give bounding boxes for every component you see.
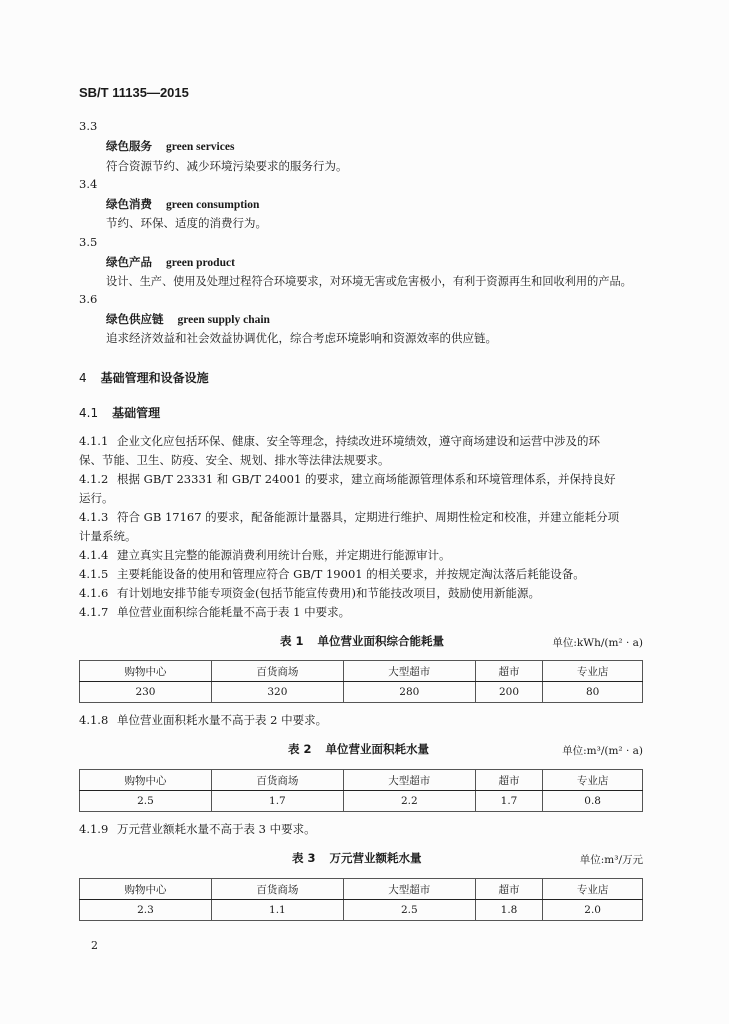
table-cell: 1.7 [475,791,542,812]
table-header-cell: 专业店 [543,879,643,900]
clause-continuation: 运行。 [79,491,114,505]
table-header-row [80,661,643,682]
term-title [106,254,235,270]
table-unit: 单位:kWh/(m² · a) [552,637,643,649]
table-header-cell: 购物中心 [80,770,212,791]
clause [79,712,327,728]
term-en: green supply chain [177,314,270,326]
term-title [106,311,270,327]
section-title: 基础管理和设备设施 [100,371,209,385]
term-number: 3.5 [79,235,98,249]
term-en: green consumption [166,199,260,211]
data-table [79,878,643,921]
term-zh: 绿色供应链 [106,312,164,326]
clause-line: 单位营业面积综合能耗量不高于表 1 中要求。 [117,605,351,619]
table-header-cell: 购物中心 [80,879,212,900]
data-table [79,769,643,812]
term-number: 3.4 [79,177,98,191]
table-cell: 1.7 [211,791,343,812]
term-en: green services [166,141,235,153]
clause-number: 4.1.2 [79,472,109,486]
section-number: 4 [79,371,87,385]
subsection-title: 基础管理 [112,406,161,420]
clause-number: 4.1.6 [79,586,109,600]
clause-number: 4.1.1 [79,434,109,448]
clause-line: 万元营业额耗水量不高于表 3 中要求。 [117,822,316,836]
table-cell: 280 [343,682,475,703]
table-header-cell: 大型超市 [343,879,475,900]
data-table [79,660,643,703]
clause [79,433,600,449]
term-definition: 节约、环保、适度的消费行为。 [106,216,267,230]
document-header: SB/T 11135—2015 [79,85,189,100]
table-cell: 80 [543,682,643,703]
table-cell: 230 [80,682,212,703]
term-zh: 绿色产品 [106,255,152,269]
clause-number: 4.1.9 [79,822,109,836]
table-header-cell: 大型超市 [343,661,475,682]
table-cell: 2.5 [343,900,475,921]
table-header-cell: 超市 [475,879,542,900]
clause-number: 4.1.3 [79,510,109,524]
clause [79,821,316,837]
clause-number: 4.1.7 [79,605,109,619]
table-header-cell: 百货商场 [211,770,343,791]
subsection-number: 4.1 [79,406,99,420]
term-en: green product [166,257,235,269]
table-cell: 1.8 [475,900,542,921]
table-cell: 2.2 [343,791,475,812]
table-header-cell: 购物中心 [80,661,212,682]
table-header-row [80,770,643,791]
table-cell: 2.3 [80,900,212,921]
table-title: 单位营业面积耗水量 [325,742,430,756]
table-cell: 200 [475,682,542,703]
table-label: 表 2 [288,742,312,756]
clause-line: 单位营业面积耗水量不高于表 2 中要求。 [117,713,328,727]
table-title: 万元营业额耗水量 [329,851,422,865]
clause-continuation: 保、节能、卫生、防疫、安全、规划、排水等法律法规要求。 [79,453,390,467]
table-caption [288,741,429,757]
table-header-cell: 专业店 [543,770,643,791]
term-title [106,138,234,154]
table-cell: 2.0 [543,900,643,921]
table-unit: 单位:m³/(m² · a) [562,745,643,757]
table-caption [280,633,444,649]
clause [79,509,619,525]
clause-line: 根据 GB/T 23331 和 GB/T 24001 的要求，建立商场能源管理体系和环境管理体系，并保持良好 [117,472,616,486]
subsection-heading [79,404,160,421]
table-header-cell: 大型超市 [343,770,475,791]
term-zh: 绿色服务 [106,139,152,153]
clause-line: 符合 GB 17167 的要求，配备能源计量器具，定期进行维护、周期性检定和校准，并建立能耗分项 [117,510,620,524]
clause [79,566,585,582]
clause-number: 4.1.4 [79,548,109,562]
table-header-cell: 百货商场 [211,661,343,682]
clause-line: 企业文化应包括环保、健康、安全等理念，持续改进环境绩效，遵守商场建设和运营中涉及的环 [117,434,600,448]
clause-line: 有计划地安排节能专项资金(包括节能宣传费用)和节能技改项目，鼓励使用新能源。 [117,586,540,600]
term-title [106,196,259,212]
clause-number: 4.1.5 [79,567,109,581]
table-cell: 0.8 [543,791,643,812]
clause [79,471,615,487]
table-title: 单位营业面积综合能耗量 [317,634,445,648]
clause [79,604,350,620]
term-definition: 设计、生产、使用及处理过程符合环境要求，对环境无害或危害极小，有利于资源再生和回收利用的产品。 [106,275,632,288]
table-row [80,900,643,921]
clause-line: 主要耗能设备的使用和管理应符合 GB/T 19001 的相关要求，并按规定淘汰落后耗能设备。 [117,567,585,581]
section-heading [79,369,209,386]
table-header-cell: 超市 [475,770,542,791]
term-definition: 符合资源节约、减少环境污染要求的服务行为。 [106,159,348,173]
term-number: 3.6 [79,292,98,306]
clause-continuation: 计量系统。 [79,529,137,543]
table-unit: 单位:m³/万元 [579,854,643,866]
table-row [80,791,643,812]
term-number: 3.3 [79,119,98,133]
clause [79,547,451,563]
table-label: 表 1 [280,634,304,648]
clause-number: 4.1.8 [79,713,109,727]
clause [79,585,540,601]
table-header-cell: 专业店 [543,661,643,682]
clause-line: 建立真实且完整的能源消费利用统计台账，并定期进行能源审计。 [117,548,451,562]
table-header-row [80,879,643,900]
term-zh: 绿色消费 [106,197,152,211]
table-cell: 1.1 [211,900,343,921]
table-caption [292,850,422,866]
table-cell: 320 [211,682,343,703]
table-cell: 2.5 [80,791,212,812]
table-header-cell: 超市 [475,661,542,682]
table-label: 表 3 [292,851,316,865]
page-number: 2 [91,939,98,952]
table-row [80,682,643,703]
term-definition: 追求经济效益和社会效益协调优化，综合考虑环境影响和资源效率的供应链。 [106,331,497,345]
table-header-cell: 百货商场 [211,879,343,900]
